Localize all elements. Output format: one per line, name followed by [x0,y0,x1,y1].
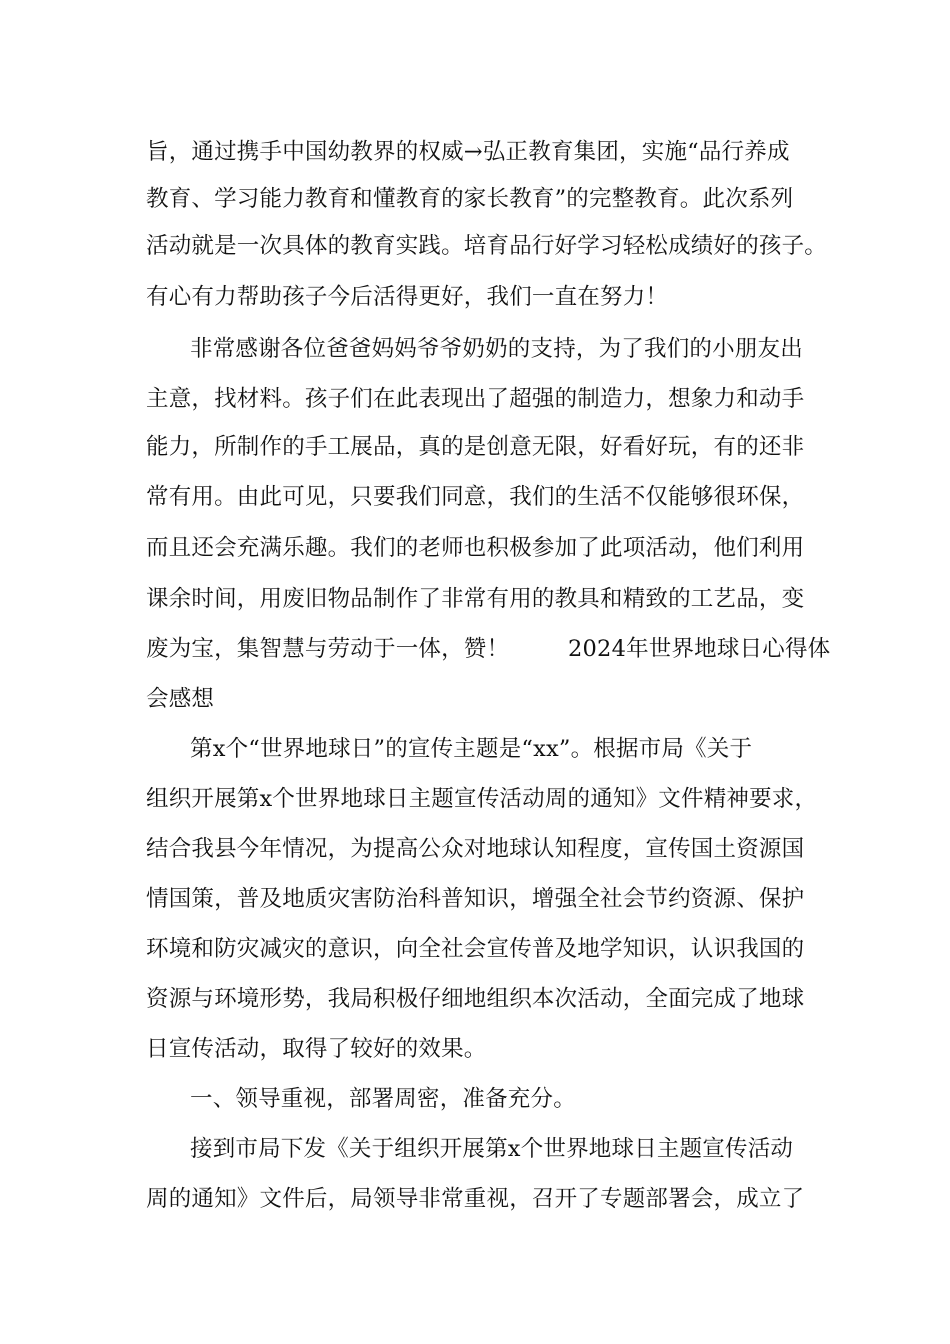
text-line-15-content: 结合我县今年情况，为提高公众对地球认知程度，宣传国土资源国 [146,836,805,862]
text-line-1-content: 旨，通过携手中国幼教界的权威→弘正教育集团，实施“品行养成 [146,139,790,165]
text-line-18-content: 资源与环境形势，我局积极仔细地组织本次活动，全面完成了地球 [146,986,805,1012]
text-line-2-content: 教育、学习能力教育和懂教育的家长教育”的完整教育。此次系列 [146,186,794,212]
text-line-16 [146,884,950,914]
text-line-12 [146,684,950,714]
text-line-6 [146,384,950,414]
text-line-14-content: 组织开展第x个世界地球日主题宣传活动周的通知》文件精神要求， [146,786,818,812]
section-heading-1 [190,1084,950,1114]
text-line-7 [146,432,950,462]
text-line-5-content: 非常感谢各位爸爸妈妈爷爷奶奶的支持，为了我们的小朋友出 [190,336,803,362]
text-line-9 [146,533,950,563]
text-line-5 [190,334,950,364]
text-line-11-content: 废为宝，集智慧与劳动于一体，赞！ 2024年世界地球日心得体 [146,636,831,662]
section-heading-1-content: 一、领导重视，部署周密，准备充分。 [190,1086,576,1112]
text-line-18 [146,984,950,1014]
text-line-19-content: 日宣传活动，取得了较好的效果。 [146,1036,487,1062]
text-line-11 [146,634,950,664]
text-line-8-content: 常有用。由此可见，只要我们同意，我们的生活不仅能够很环保， [146,484,805,510]
text-line-13 [190,734,950,764]
text-line-8 [146,482,950,512]
text-line-4 [146,282,950,312]
text-line-21-content: 接到市局下发《关于组织开展第x个世界地球日主题宣传活动 [190,1136,794,1162]
text-line-10 [146,584,950,614]
text-line-3 [146,231,950,261]
text-line-14 [146,784,950,814]
text-line-17 [146,934,950,964]
text-line-17-content: 环境和防灾减灾的意识，向全社会宣传普及地学知识，认识我国的 [146,936,805,962]
text-line-9-content: 而且还会充满乐趣。我们的老师也积极参加了此项活动，他们利用 [146,535,805,561]
text-line-13-content: 第x个“世界地球日”的宣传主题是“xx”。根据市局《关于 [190,736,753,762]
text-line-4-content: 有心有力帮助孩子今后活得更好，我们一直在努力！ [146,284,669,310]
text-line-6-content: 主意，找材料。孩子们在此表现出了超强的制造力，想象力和动手 [146,386,805,412]
text-line-12-content: 会感想 [146,686,215,712]
text-line-3-content: 活动就是一次具体的教育实践。培育品行好学习轻松成绩好的孩子。 [146,233,828,259]
text-line-22 [146,1184,950,1214]
text-line-10-content: 课余时间，用废旧物品制作了非常有用的教具和精致的工艺品，变 [146,586,805,612]
text-line-1 [146,137,950,167]
text-line-2 [146,184,950,214]
text-line-22-content: 周的通知》文件后，局领导非常重视，召开了专题部署会，成立了 [146,1186,805,1212]
text-line-16-content: 情国策，普及地质灾害防治科普知识，增强全社会节约资源、保护 [146,886,805,912]
text-line-19 [146,1034,950,1064]
text-line-21 [190,1134,950,1164]
text-line-7-content: 能力，所制作的手工展品，真的是创意无限，好看好玩，有的还非 [146,434,805,460]
text-line-15 [146,834,950,864]
